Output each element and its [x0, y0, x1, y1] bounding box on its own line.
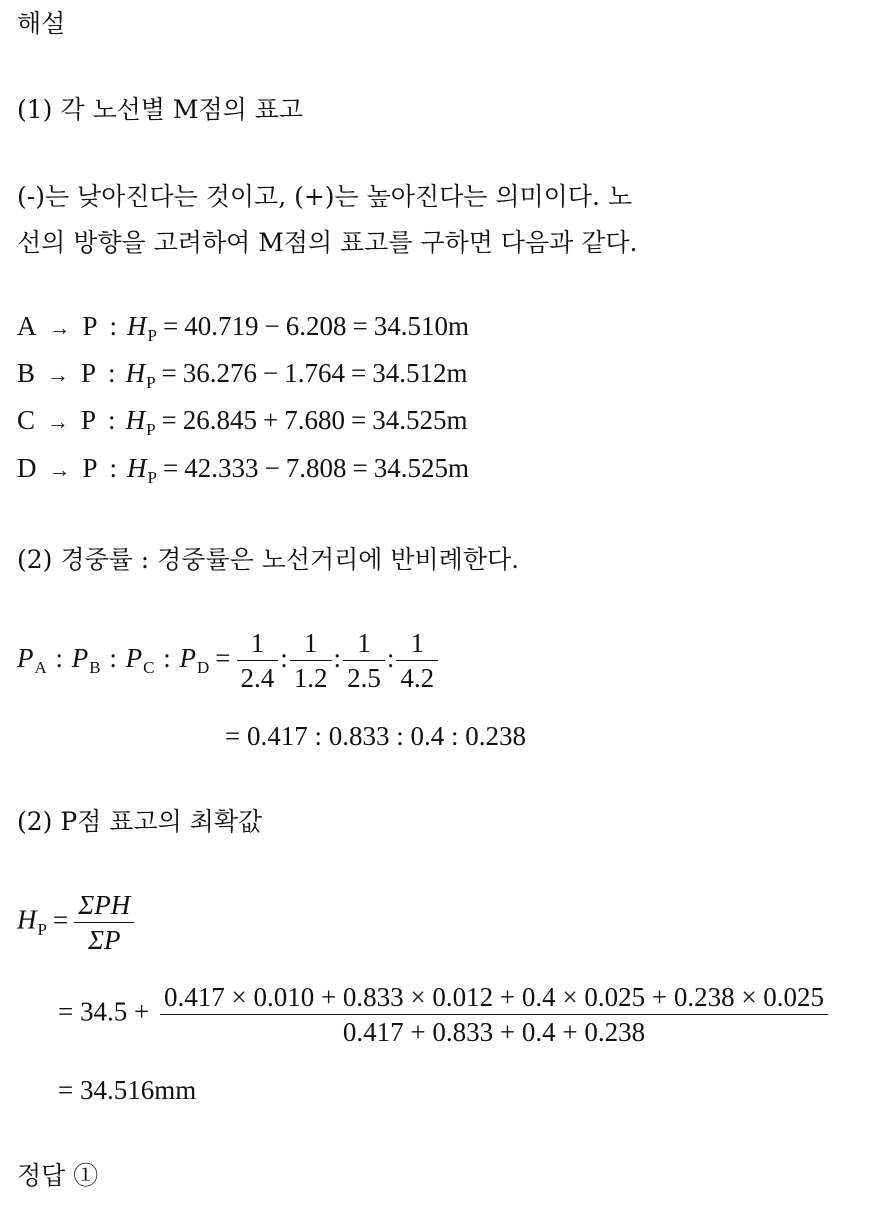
ratio-fraction [343, 626, 385, 695]
row-equals: = [161, 358, 177, 388]
ratio-colon: : [386, 642, 395, 673]
row-colon: : [109, 453, 118, 483]
row-from: A [17, 311, 37, 341]
weight-ratio-lhs [17, 642, 210, 677]
row-b: 7.680 [284, 405, 345, 435]
row-operator: − [264, 311, 280, 341]
calc-step1-numerator: 0.417 × 0.010 + 0.833 × 0.012 + 0.4 × 0.025 + 0.238 × 0.025 [160, 980, 828, 1015]
formula-numerator: ΣPH [74, 888, 134, 923]
ratio-var: P [125, 642, 143, 673]
row-var: H [127, 311, 147, 341]
row-equals: = [163, 453, 179, 483]
ratio-sub: C [143, 657, 155, 677]
elevation-row [17, 404, 468, 446]
section1-title: (1) 각 노선별 M점의 표고 [17, 95, 303, 124]
arrow-icon: → [47, 409, 70, 434]
section1-explanation-line2: 선의 방향을 고려하여 M점의 표고를 구하면 다음과 같다. [17, 228, 638, 257]
fraction-denominator: 2.4 [240, 663, 275, 693]
row-equals: = [351, 405, 367, 435]
row-operator: − [263, 358, 279, 388]
row-var: H [125, 358, 146, 388]
row-equals: = [161, 405, 177, 435]
row-from: D [17, 453, 37, 483]
fraction-denominator: 2.5 [347, 663, 381, 693]
row-var: H [125, 405, 146, 435]
fraction-numerator: 1 [343, 626, 385, 661]
answer: 정답 ① [17, 1161, 99, 1190]
row-result: 34.525m [372, 405, 468, 435]
arrow-icon: → [47, 362, 70, 387]
ratio-colon: : [156, 642, 178, 673]
calc-step1-prefix: = 34.5 + [58, 996, 150, 1027]
calc-step1 [58, 980, 828, 1049]
row-equals: = [163, 311, 179, 341]
row-var: H [127, 453, 147, 483]
ratio-sub: B [89, 657, 101, 677]
section2-title: (2) 경중률 : 경중률은 노선거리에 반비례한다. [17, 545, 520, 574]
row-operator: − [264, 453, 280, 483]
row-to: P [82, 453, 98, 483]
header-title: 해설 [17, 9, 66, 38]
section1-explanation-line1: (-)는 낮아진다는 것이고, (+)는 높아진다는 의미이다. 노 [17, 182, 632, 211]
ratio-colon: : [48, 642, 70, 673]
row-result: 34.512m [372, 358, 468, 388]
fraction-denominator: 4.2 [400, 663, 435, 693]
row-a: 42.333 [184, 453, 259, 483]
calc-step1-denominator: 0.417 + 0.833 + 0.4 + 0.238 [342, 1017, 646, 1047]
row-result: 34.510m [373, 311, 469, 341]
row-b: 1.764 [284, 358, 345, 388]
fraction-denominator: 1.2 [293, 663, 328, 693]
calc-step2: = 34.516mm [58, 1075, 197, 1105]
ratio-colon: : [333, 642, 342, 673]
elevation-row [17, 310, 469, 352]
ratio-sub: A [34, 657, 47, 677]
row-equals: = [351, 358, 367, 388]
ratio-fraction [396, 626, 438, 695]
formula-denominator: ΣP [87, 925, 121, 955]
row-to: P [81, 358, 97, 388]
arrow-icon: → [48, 315, 71, 340]
row-colon: : [109, 311, 118, 341]
fraction-numerator: 1 [396, 626, 438, 661]
ratio-var: P [71, 642, 89, 673]
ratio-var: P [17, 642, 34, 673]
ratio-fraction [290, 626, 332, 695]
row-b: 6.208 [285, 311, 347, 341]
row-sub: P [147, 326, 158, 345]
weight-ratio-equation: $P_A$ : $P_B$ : $P_C$ : $P_D$ = $\frac{1}{2.4}$ : $\frac{1}{1.2}$ : $\frac{1}{2.5}$ : $\frac{1}{4.2}$ [17, 626, 438, 695]
fraction-numerator: 1 [237, 626, 279, 661]
elevation-row [17, 357, 468, 399]
row-a: 26.845 [182, 405, 258, 435]
row-a: 40.719 [184, 311, 259, 341]
row-colon: : [108, 405, 116, 435]
weight-ratio-fractions [237, 628, 439, 693]
row-colon: : [108, 358, 116, 388]
row-result: 34.525m [373, 453, 469, 483]
row-sub: P [147, 468, 158, 487]
formula-lhs-sub: P [37, 919, 47, 939]
row-to: P [82, 311, 98, 341]
formula-lhs-var: H [17, 904, 37, 935]
row-sub: P [146, 373, 156, 392]
elevation-row [17, 452, 469, 494]
most-probable-formula: $H_P$ = $\frac{\text{ΣPH}}{\Sigma P}$ [17, 888, 134, 957]
row-b: 7.808 [285, 453, 347, 483]
arrow-icon: → [48, 457, 71, 482]
ratio-fraction [237, 626, 279, 695]
row-sub: P [146, 420, 156, 439]
row-from: B [17, 358, 36, 388]
row-equals: = [352, 311, 368, 341]
ratio-colon: : [280, 642, 288, 673]
row-a: 36.276 [182, 358, 258, 388]
row-from: C [17, 405, 36, 435]
ratio-var: P [179, 642, 197, 673]
ratio-colon: : [102, 642, 124, 673]
section3-title: (2) P점 표고의 최확값 [17, 807, 263, 836]
ratio-sub: D [197, 657, 210, 677]
weight-ratio-result: = 0.417 : 0.833 : 0.4 : 0.238 [225, 721, 526, 751]
row-to: P [81, 405, 97, 435]
fraction-numerator: 1 [290, 626, 332, 661]
row-equals: = [352, 453, 368, 483]
row-operator: + [263, 405, 279, 435]
